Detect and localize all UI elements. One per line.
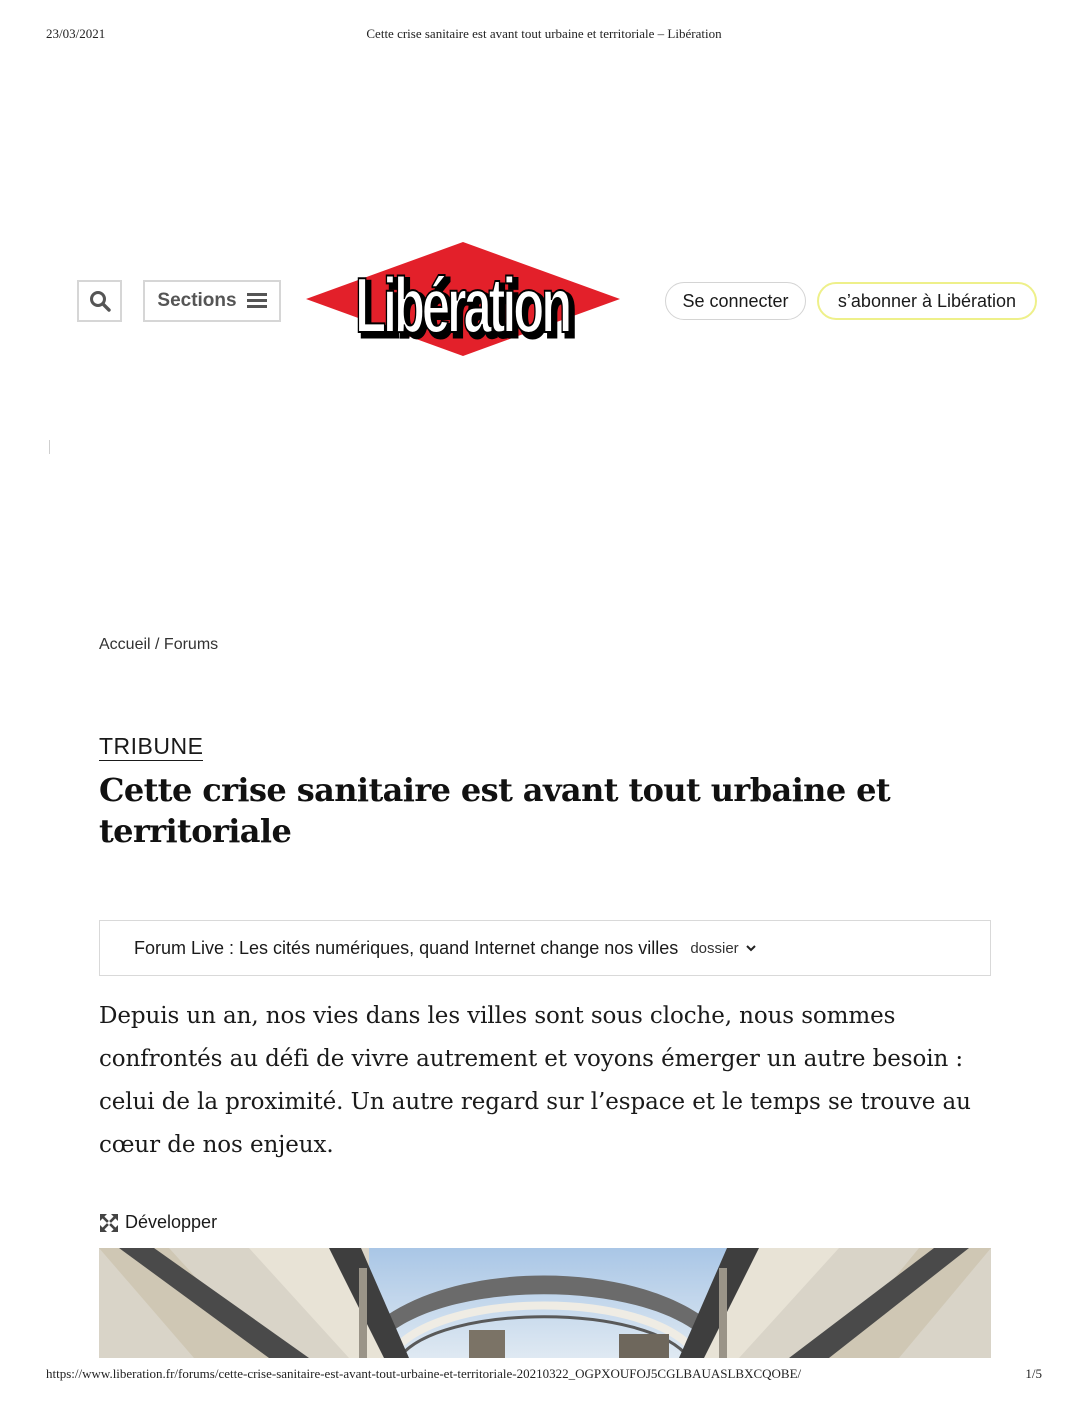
print-url: https://www.liberation.fr/forums/cette-crise-sanitaire-est-avant-tout-urbaine-et-territoriale-20210322_OGPXOUFOJ5CGLBAUASLBXCQOBE/	[46, 1366, 802, 1381]
print-footer	[0, 1366, 1088, 1386]
sections-menu-button[interactable]	[143, 280, 281, 322]
dossier-title[interactable]: Forum Live : Les cités numériques, quand Internet change nos villes	[134, 937, 679, 958]
dossier-banner[interactable]	[99, 920, 991, 976]
svg-text:Libération: Libération	[359, 265, 574, 353]
dossier-toggle[interactable]	[690, 940, 756, 957]
print-date: 23/03/2021	[46, 26, 106, 41]
expand-icon	[99, 1213, 119, 1233]
search-button[interactable]	[77, 280, 122, 322]
login-button[interactable]: Se connecter	[665, 282, 806, 320]
print-title: Cette crise sanitaire est avant tout urbaine et territoriale – Libération	[366, 26, 722, 41]
expand-label: Développer	[125, 1212, 218, 1232]
svg-text:Libération: Libération	[355, 261, 570, 349]
article-photo	[99, 1248, 991, 1358]
expand-button[interactable]	[99, 1212, 217, 1233]
liberation-logo[interactable]	[304, 240, 622, 358]
article-lede: Depuis un an, nos vies dans les villes sont sous cloche, nous sommes confrontés au défi de vivre autrement et voyons émerger un autre besoin : celui de la proximité. Un autre regard sur l’espace et le temps se trouve au cœur de nos enjeux.	[99, 1003, 971, 1158]
print-page-number: 1/5	[1025, 1366, 1042, 1381]
article-kicker[interactable]: TRIBUNE	[99, 733, 204, 759]
sections-label: Sections	[157, 290, 237, 311]
dossier-tag-label: dossier	[690, 939, 739, 957]
print-header	[0, 26, 1088, 46]
chevron-down-icon	[745, 943, 757, 953]
subscribe-button[interactable]: s’abonner à Libération	[817, 282, 1037, 320]
hamburger-menu-icon	[247, 293, 267, 309]
divider	[49, 440, 50, 454]
article-headline: Cette crise sanitaire est avant tout urbaine et territoriale	[99, 771, 891, 850]
search-icon	[89, 290, 111, 312]
breadcrumb[interactable]: Accueil / Forums	[99, 636, 219, 653]
